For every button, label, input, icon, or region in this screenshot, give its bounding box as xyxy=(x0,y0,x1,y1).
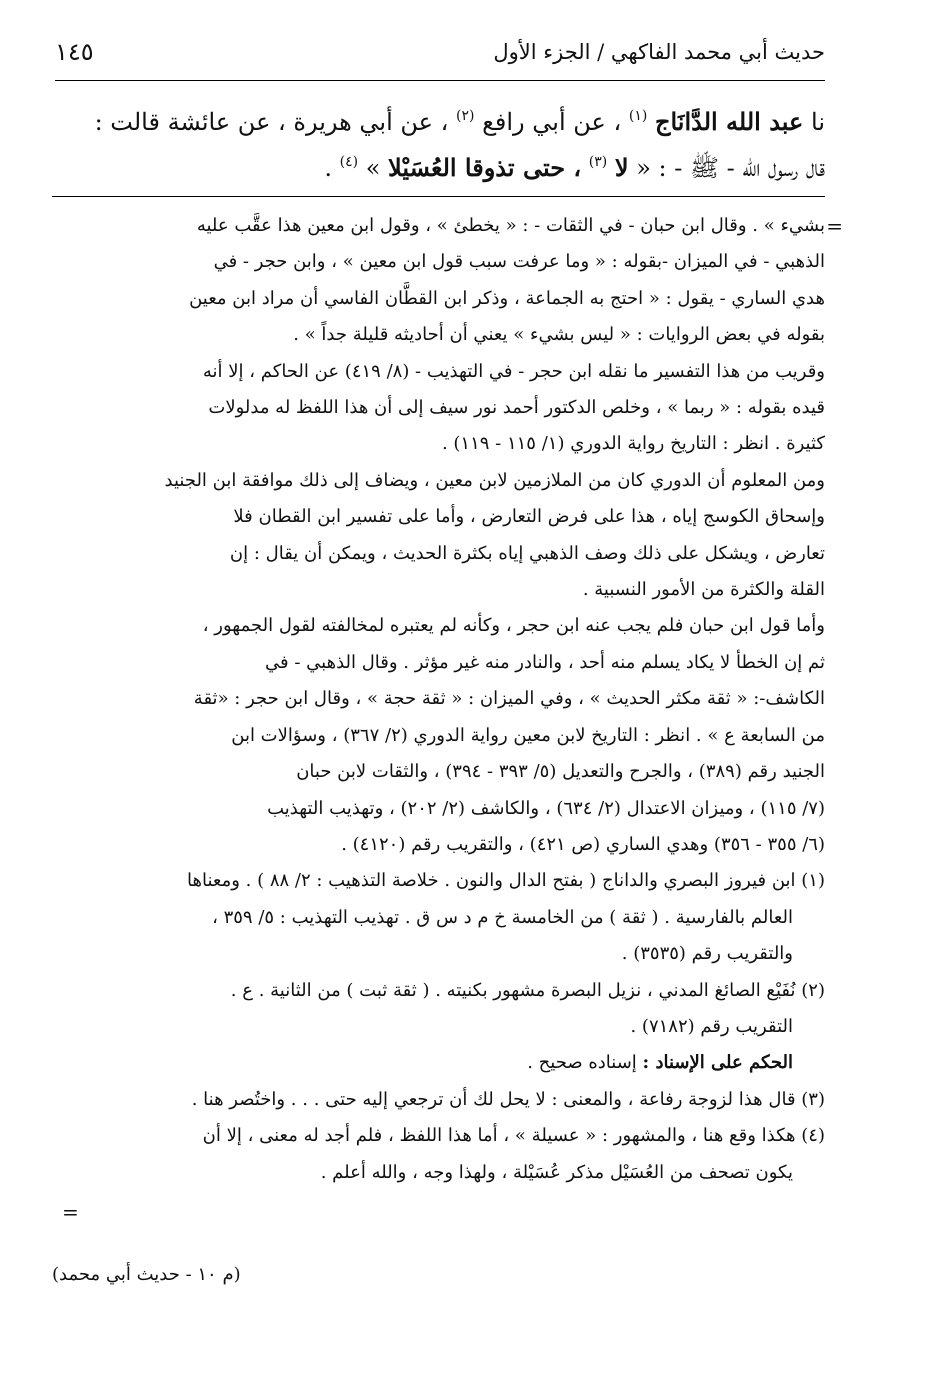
prev-note-line: وقريب من هذا التفسير ما نقله ابن حجر - في التهذيب - (٨/ ٤١٩) عن الحاكم ، إلا أنه xyxy=(202,360,825,382)
prev-note-line: من السابعة ع » . انظر : التاريخ لابن معين رواية الدوري (٢/ ٣٦٧) ، وسؤالات ابن xyxy=(231,724,825,746)
prev-note-line: وأما قول ابن حبان فلم يجب عنه ابن حجر ، وكأنه لم يعتبره لمخالفته لقول الجمهور ، xyxy=(202,615,825,637)
running-title: حديث أبي محمد الفاكهي / الجزء الأول xyxy=(493,40,825,64)
ruling-label: الحكم على الإسناد : xyxy=(642,1052,793,1074)
prev-note-line: (٧/ ١١٥) ، وميزان الاعتدال (٢/ ٦٣٤) ، والكاشف (٢/ ٢٠٢) ، وتهذيب التهذيب xyxy=(267,797,825,819)
prev-note-line: كثيرة . انظر : التاريخ رواية الدوري (١/ ١١٥ - ١١٩) . xyxy=(441,433,825,455)
signature-mark: (م ١٠ - حديث أبي محمد) xyxy=(52,1264,241,1285)
hadith-matn-part: لا xyxy=(614,153,629,182)
prev-note-line: الجنيد رقم (٣٨٩) ، والجرح والتعديل (٥/ ٣٩٣ - ٣٩٤) ، والثقات لابن حبان xyxy=(296,761,825,783)
prev-note-line: تعارض ، ويشكل على ذلك وصف الذهبي إياه بكثرة الحديث ، ويمكن أن يقال : إن xyxy=(229,542,825,564)
prev-note-line: بشيء » . وقال ابن حبان - في الثقات - : « يخطئ » ، وقول ابن معين هذا عقَّب عليه xyxy=(196,215,825,236)
footnote-4-line: يكون تصحف من العُسَيْل مذكر عُسَيْلة ، ولهذا وجه ، والله أعلم . xyxy=(320,1161,793,1183)
footnotes xyxy=(52,208,825,1191)
hadith-chain-part: ، عن أبي رافع xyxy=(482,108,622,136)
footnote-2-line: التقريب رقم (٧١٨٢) . xyxy=(630,1015,793,1037)
footnote-1-line: العالم بالفارسية . ( ثقة ) من الخامسة خ م د س ق . تهذيب التهذيب : ٥/ ٣٥٩ ، xyxy=(212,906,793,928)
footnote-1-line: (١) ابن فيروز البصري والداناج ( بفتح الدال والنون . خلاصة التذهيب : ٢/ ٨٨ ) . ومعناها xyxy=(187,870,825,892)
page-header xyxy=(55,36,825,76)
footnote-ref-2: (٢) xyxy=(456,108,475,124)
footnote-3-line: (٣) قال هذا لزوجة رفاعة ، والمعنى : لا يحل لك أن ترجعي إليه حتى . . . واختُصر هنا . xyxy=(191,1088,825,1110)
prev-note-line: قيده بقوله : « ربما » ، وخلص الدكتور أحمد نور سيف إلى أن هذا اللفظ له مدلولات xyxy=(208,397,825,419)
footnote-ref-4: (٤) xyxy=(339,154,359,170)
prev-note-line: الذهبي - في الميزان -بقوله : « وما عرفت سبب قول ابن معين » ، وابن حجر - في xyxy=(213,251,825,273)
prev-note-line: القلة والكثرة من الأمور النسبية . xyxy=(582,579,825,601)
footnote-1-line: والتقريب رقم (٣٥٣٥) . xyxy=(621,943,793,965)
hadith-line-1 xyxy=(52,96,825,142)
prev-note-line: ثم إن الخطأ لا يكاد يسلم منه أحد ، والنادر منه غير مؤثر . وقال الذهبي - في xyxy=(265,651,825,673)
prev-note-line: الكاشف-: « ثقة مكثر الحديث » ، وفي الميزان : « ثقة حجة » ، وقال ابن حجر : «ثقة xyxy=(193,688,825,710)
continuation-mark: = xyxy=(826,214,843,238)
page-number: ١٤٥ xyxy=(55,38,94,66)
prev-note-line: ومن المعلوم أن الدوري كان من الملازمين لابن معين ، ويضاف إلى ذلك موافقة ابن الجنيد xyxy=(164,469,825,491)
ruling-line xyxy=(52,1045,825,1081)
narrator-name: عبد الله الدَّانَاج xyxy=(654,107,804,136)
hadith-matn-part: ، حتى تذوقا العُسَيْلا xyxy=(388,153,582,182)
hadith-end: . xyxy=(324,154,332,182)
prev-note-line: وإسحاق الكوسج إياه ، هذا على فرض التعارض ، وأما على تفسير ابن القطان فلا xyxy=(233,506,825,528)
hadith-word: نا xyxy=(811,108,825,136)
header-rule xyxy=(55,80,825,81)
hadith-text xyxy=(52,96,825,188)
footnote-ref-1: (١) xyxy=(628,108,648,124)
footnote-4-line: (٤) هكذا وقع هنا ، والمشهور : « عسيلة » ، أما هذا اللفظ ، فلم أجد له معنى ، إلا أن xyxy=(202,1125,825,1147)
prev-note-line: بقوله في بعض الروايات : « ليس بشيء » يعني أن أحاديثه قليلة جداً » . xyxy=(293,324,825,346)
quote-close: » xyxy=(365,154,381,182)
hadith-intro: قال رسول الله - ﷺ - : « xyxy=(636,154,825,182)
prev-note-line: هدي الساري - يقول : « احتج به الجماعة ، وذكر ابن القطَّان الفاسي أن مراد ابن معين xyxy=(189,287,825,309)
continuation-mark-end: = xyxy=(62,1200,79,1224)
footnote-separator xyxy=(52,196,825,197)
hadith-line-2 xyxy=(52,142,825,188)
footnote-2-line: (٢) نُفَيْع الصائغ المدني ، نزيل البصرة مشهور بكنيته . ( ثقة ثبت ) من الثانية . ع . xyxy=(230,979,825,1001)
prev-note-line: (٦/ ٣٥٥ - ٣٥٦) وهدي الساري (ص ٤٢١) ، والتقريب رقم (٤١٢٠) . xyxy=(341,833,825,855)
hadith-chain-part: ، عن أبي هريرة ، عن عائشة قالت : xyxy=(94,108,449,136)
ruling-text: إسناده صحيح . xyxy=(527,1052,637,1074)
footnote-ref-3: (٣) xyxy=(588,154,608,170)
